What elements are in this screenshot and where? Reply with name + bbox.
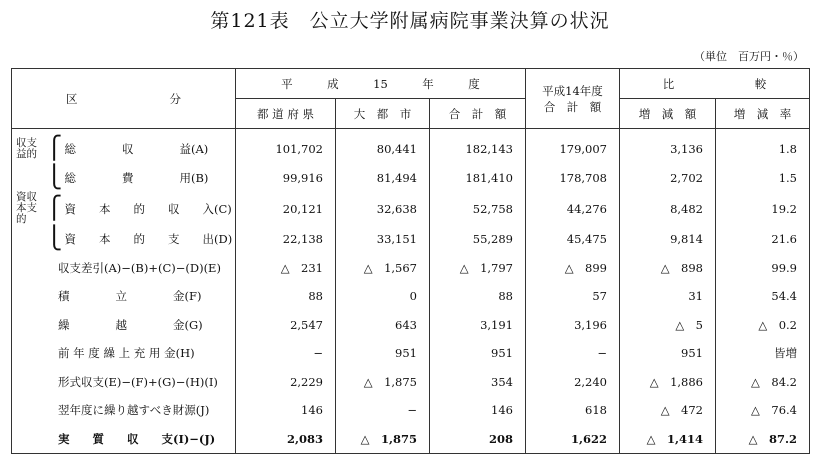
cell-h14: 3,196 xyxy=(526,311,620,340)
cell-ritsu: 19.2 xyxy=(716,192,810,225)
header-kubun: 区 分 xyxy=(12,69,236,129)
header-heisei14-line2: 合 計 額 xyxy=(543,99,602,114)
cell-ritsu: 皆増 xyxy=(716,339,810,368)
cell-zogen: 9,814 xyxy=(620,225,716,254)
row-label: 総 費 用(B) xyxy=(64,170,209,185)
cell-gokei: 354 xyxy=(430,368,526,397)
header-heisei14-line1: 平成14年度 xyxy=(542,83,603,98)
cell-todofuken: 2,083 xyxy=(236,425,336,454)
row-label-cell xyxy=(12,311,236,340)
cell-zogen: △ 472 xyxy=(620,396,716,425)
cell-todofuken: 88 xyxy=(236,282,336,311)
row-label: 総 収 益(A) xyxy=(64,142,209,157)
header-daitoshi: 大 都 市 xyxy=(336,99,430,129)
cell-daitoshi: 951 xyxy=(336,339,430,368)
cell-ritsu: 54.4 xyxy=(716,282,810,311)
cell-ritsu: △ 76.4 xyxy=(716,396,810,425)
cell-todofuken: △ 231 xyxy=(236,254,336,283)
row-label: 翌年度に繰り越すべき財源(J) xyxy=(58,403,210,418)
header-heisei15: 平 成 15 年 度 xyxy=(236,69,526,99)
group-label: 収支 益的 xyxy=(16,137,37,161)
row-label-cell xyxy=(12,192,236,225)
cell-gokei: 182,143 xyxy=(430,129,526,164)
cell-gokei: 3,191 xyxy=(430,311,526,340)
brace-mark: ⎩ xyxy=(46,226,63,252)
brace-mark: ⎩ xyxy=(46,164,63,190)
table-row xyxy=(12,425,810,454)
cell-daitoshi: − xyxy=(336,396,430,425)
row-label: 資 本 的 収 入(C) xyxy=(64,201,232,216)
cell-ritsu: 1.8 xyxy=(716,129,810,164)
cell-zogen: △ 898 xyxy=(620,254,716,283)
cell-todofuken: 146 xyxy=(236,396,336,425)
row-label-cell xyxy=(12,225,236,254)
cell-daitoshi: △ 1,567 xyxy=(336,254,430,283)
cell-h14: 45,475 xyxy=(526,225,620,254)
header-todofuken: 都 道 府 県 xyxy=(236,99,336,129)
cell-todofuken: 2,229 xyxy=(236,368,336,397)
row-label-cell xyxy=(12,254,236,283)
row-label: 繰 越 金(G) xyxy=(58,317,203,332)
row-label-cell xyxy=(12,368,236,397)
row-label-cell xyxy=(12,282,236,311)
cell-daitoshi: 643 xyxy=(336,311,430,340)
cell-zogen: 3,136 xyxy=(620,129,716,164)
cell-zogen: 951 xyxy=(620,339,716,368)
table-row xyxy=(12,129,810,164)
cell-daitoshi: △ 1,875 xyxy=(336,368,430,397)
cell-h14: 618 xyxy=(526,396,620,425)
group-label: 資収 本支 的 xyxy=(16,191,37,225)
cell-h14: 178,708 xyxy=(526,164,620,193)
cell-gokei: 52,758 xyxy=(430,192,526,225)
row-label-cell xyxy=(12,339,236,368)
row-label: 実 質 収 支(I)−(J) xyxy=(58,431,216,446)
cell-ritsu: △ 87.2 xyxy=(716,425,810,454)
cell-h14: 57 xyxy=(526,282,620,311)
settlement-table xyxy=(11,68,810,454)
cell-todofuken: 2,547 xyxy=(236,311,336,340)
cell-h14: 2,240 xyxy=(526,368,620,397)
cell-daitoshi: 81,494 xyxy=(336,164,430,193)
cell-h14: 44,276 xyxy=(526,192,620,225)
cell-zogen: 31 xyxy=(620,282,716,311)
table-row xyxy=(12,225,810,254)
row-label: 積 立 金(F) xyxy=(58,289,202,304)
header-zogen-gaku: 増 減 額 xyxy=(620,99,716,129)
header-gokei: 合 計 額 xyxy=(430,99,526,129)
header-zogen-ritsu: 増 減 率 xyxy=(716,99,810,129)
cell-gokei: 181,410 xyxy=(430,164,526,193)
cell-h14: △ 899 xyxy=(526,254,620,283)
cell-todofuken: − xyxy=(236,339,336,368)
row-label-cell xyxy=(12,164,236,193)
row-label-cell xyxy=(12,129,236,164)
table-row xyxy=(12,311,810,340)
cell-daitoshi: 0 xyxy=(336,282,430,311)
table-body xyxy=(12,129,810,454)
cell-gokei: △ 1,797 xyxy=(430,254,526,283)
cell-daitoshi: 33,151 xyxy=(336,225,430,254)
unit-note: （単位 百万円・％） xyxy=(694,50,804,63)
page-title: 第121表 公立大学附属病院事業決算の状況 xyxy=(210,10,610,32)
row-label: 前 年 度 繰 上 充 用 金(H) xyxy=(58,346,195,361)
row-label: 形式収支(E)−(F)+(G)−(H)(I) xyxy=(58,374,218,389)
table-row xyxy=(12,396,810,425)
cell-gokei: 208 xyxy=(430,425,526,454)
cell-todofuken: 20,121 xyxy=(236,192,336,225)
cell-gokei: 146 xyxy=(430,396,526,425)
table-row xyxy=(12,339,810,368)
cell-ritsu: △ 84.2 xyxy=(716,368,810,397)
table-row xyxy=(12,254,810,283)
table-row xyxy=(12,192,810,225)
cell-ritsu: △ 0.2 xyxy=(716,311,810,340)
row-label: 資 本 的 支 出(D) xyxy=(64,232,233,247)
row-label-cell xyxy=(12,396,236,425)
cell-daitoshi: △ 1,875 xyxy=(336,425,430,454)
cell-gokei: 55,289 xyxy=(430,225,526,254)
cell-todofuken: 99,916 xyxy=(236,164,336,193)
cell-daitoshi: 32,638 xyxy=(336,192,430,225)
cell-daitoshi: 80,441 xyxy=(336,129,430,164)
cell-h14: 1,622 xyxy=(526,425,620,454)
cell-ritsu: 1.5 xyxy=(716,164,810,193)
header-heisei14 xyxy=(526,69,620,129)
row-label-cell xyxy=(12,425,236,454)
cell-zogen: △ 1,414 xyxy=(620,425,716,454)
cell-zogen: △ 1,886 xyxy=(620,368,716,397)
cell-todofuken: 22,138 xyxy=(236,225,336,254)
cell-h14: − xyxy=(526,339,620,368)
cell-ritsu: 21.6 xyxy=(716,225,810,254)
cell-h14: 179,007 xyxy=(526,129,620,164)
header-hikaku: 比 較 xyxy=(620,69,810,99)
cell-zogen: 8,482 xyxy=(620,192,716,225)
row-label: 収支差引(A)−(B)+(C)−(D)(E) xyxy=(58,260,221,275)
table-row xyxy=(12,164,810,193)
cell-gokei: 88 xyxy=(430,282,526,311)
cell-todofuken: 101,702 xyxy=(236,129,336,164)
table-row xyxy=(12,282,810,311)
table-row xyxy=(12,368,810,397)
cell-gokei: 951 xyxy=(430,339,526,368)
cell-ritsu: 99.9 xyxy=(716,254,810,283)
brace-mark: ⎧ xyxy=(46,136,63,162)
brace-mark: ⎧ xyxy=(46,195,63,221)
cell-zogen: 2,702 xyxy=(620,164,716,193)
cell-zogen: △ 5 xyxy=(620,311,716,340)
